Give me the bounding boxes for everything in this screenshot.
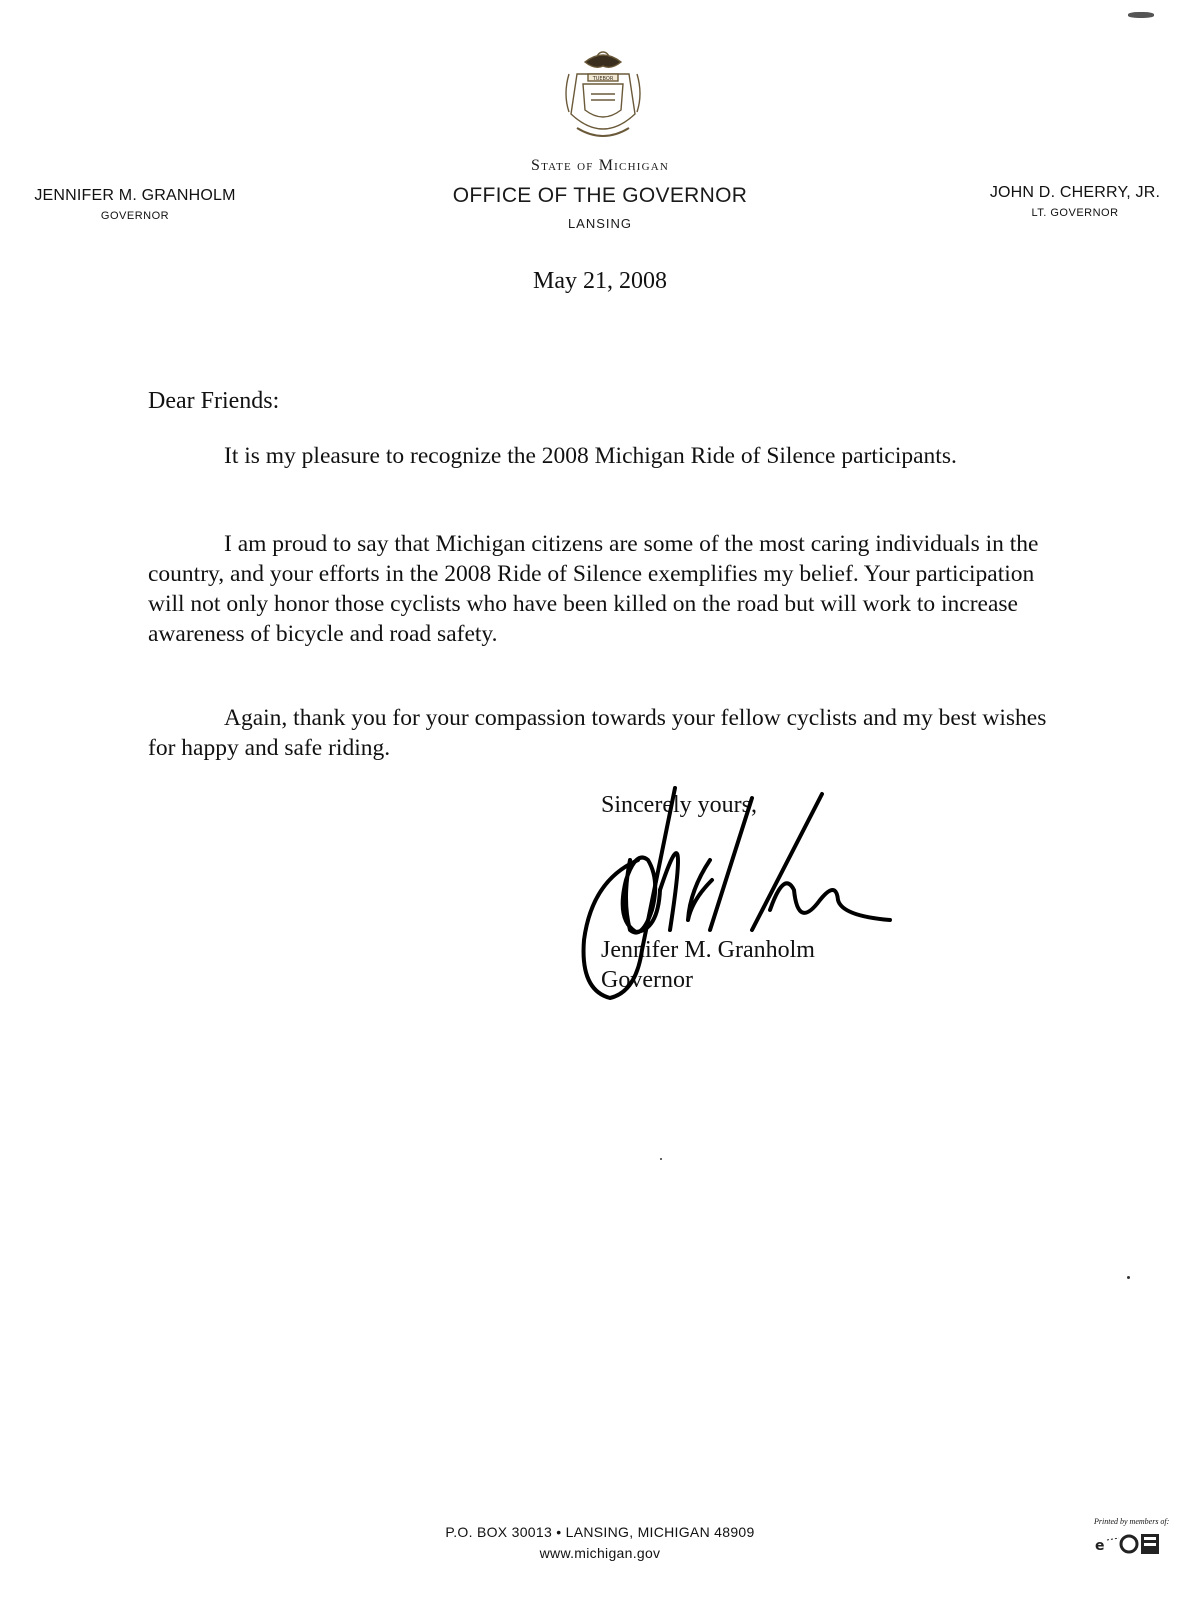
signer-name: Jennifer M. Granholm [601, 937, 815, 963]
body-paragraph: I am proud to say that Michigan citizens are some of the most caring individuals in the country, and your efforts in the 2008 Ride of Silence exemplifies my belief. Your participation will not only honor those cyclists who have been killed on the road but will work to increase awareness of bicycle and road safety. [148, 531, 1039, 647]
lt-governor-title: LT. GOVERNOR [1031, 207, 1119, 219]
state-heading: State of Michigan [530, 157, 670, 174]
lt-governor-name: JOHN D. CHERRY, JR. [989, 184, 1161, 201]
michigan-state-seal-icon [555, 44, 651, 146]
svg-text:TUEBOR: TUEBOR [592, 76, 614, 82]
governor-title: GOVERNOR [100, 210, 170, 222]
salutation: Dear Friends: [148, 388, 280, 414]
body-paragraph: Again, thank you for your compassion towards your fellow cyclists and my best wishes for happy and safe riding. [148, 705, 1047, 761]
body-paragraph: It is my pleasure to recognize the 2008 Michigan Ride of Silence participants. [224, 443, 957, 469]
svg-text:e: e [1095, 1538, 1105, 1554]
handwritten-signature-icon [580, 780, 920, 1030]
letter-date: May 21, 2008 [533, 268, 667, 294]
footer-website: www.michigan.gov [539, 1545, 661, 1561]
governor-name: JENNIFER M. GRANHOLM [34, 187, 236, 204]
scan-speck [1128, 12, 1154, 18]
footer-address: P.O. BOX 30013 • LANSING, MICHIGAN 48909 [445, 1524, 755, 1540]
city-heading: LANSING [567, 216, 633, 231]
union-printing-logo-icon [1093, 1528, 1173, 1556]
closing: Sincerely yours, [601, 792, 757, 818]
scan-speck [1127, 1276, 1130, 1279]
office-heading: OFFICE OF THE GOVERNOR [452, 184, 748, 207]
signer-title: Governor [601, 967, 693, 993]
printed-by-label: Printed by members of: [1094, 1517, 1170, 1526]
scan-speck [660, 1158, 662, 1160]
